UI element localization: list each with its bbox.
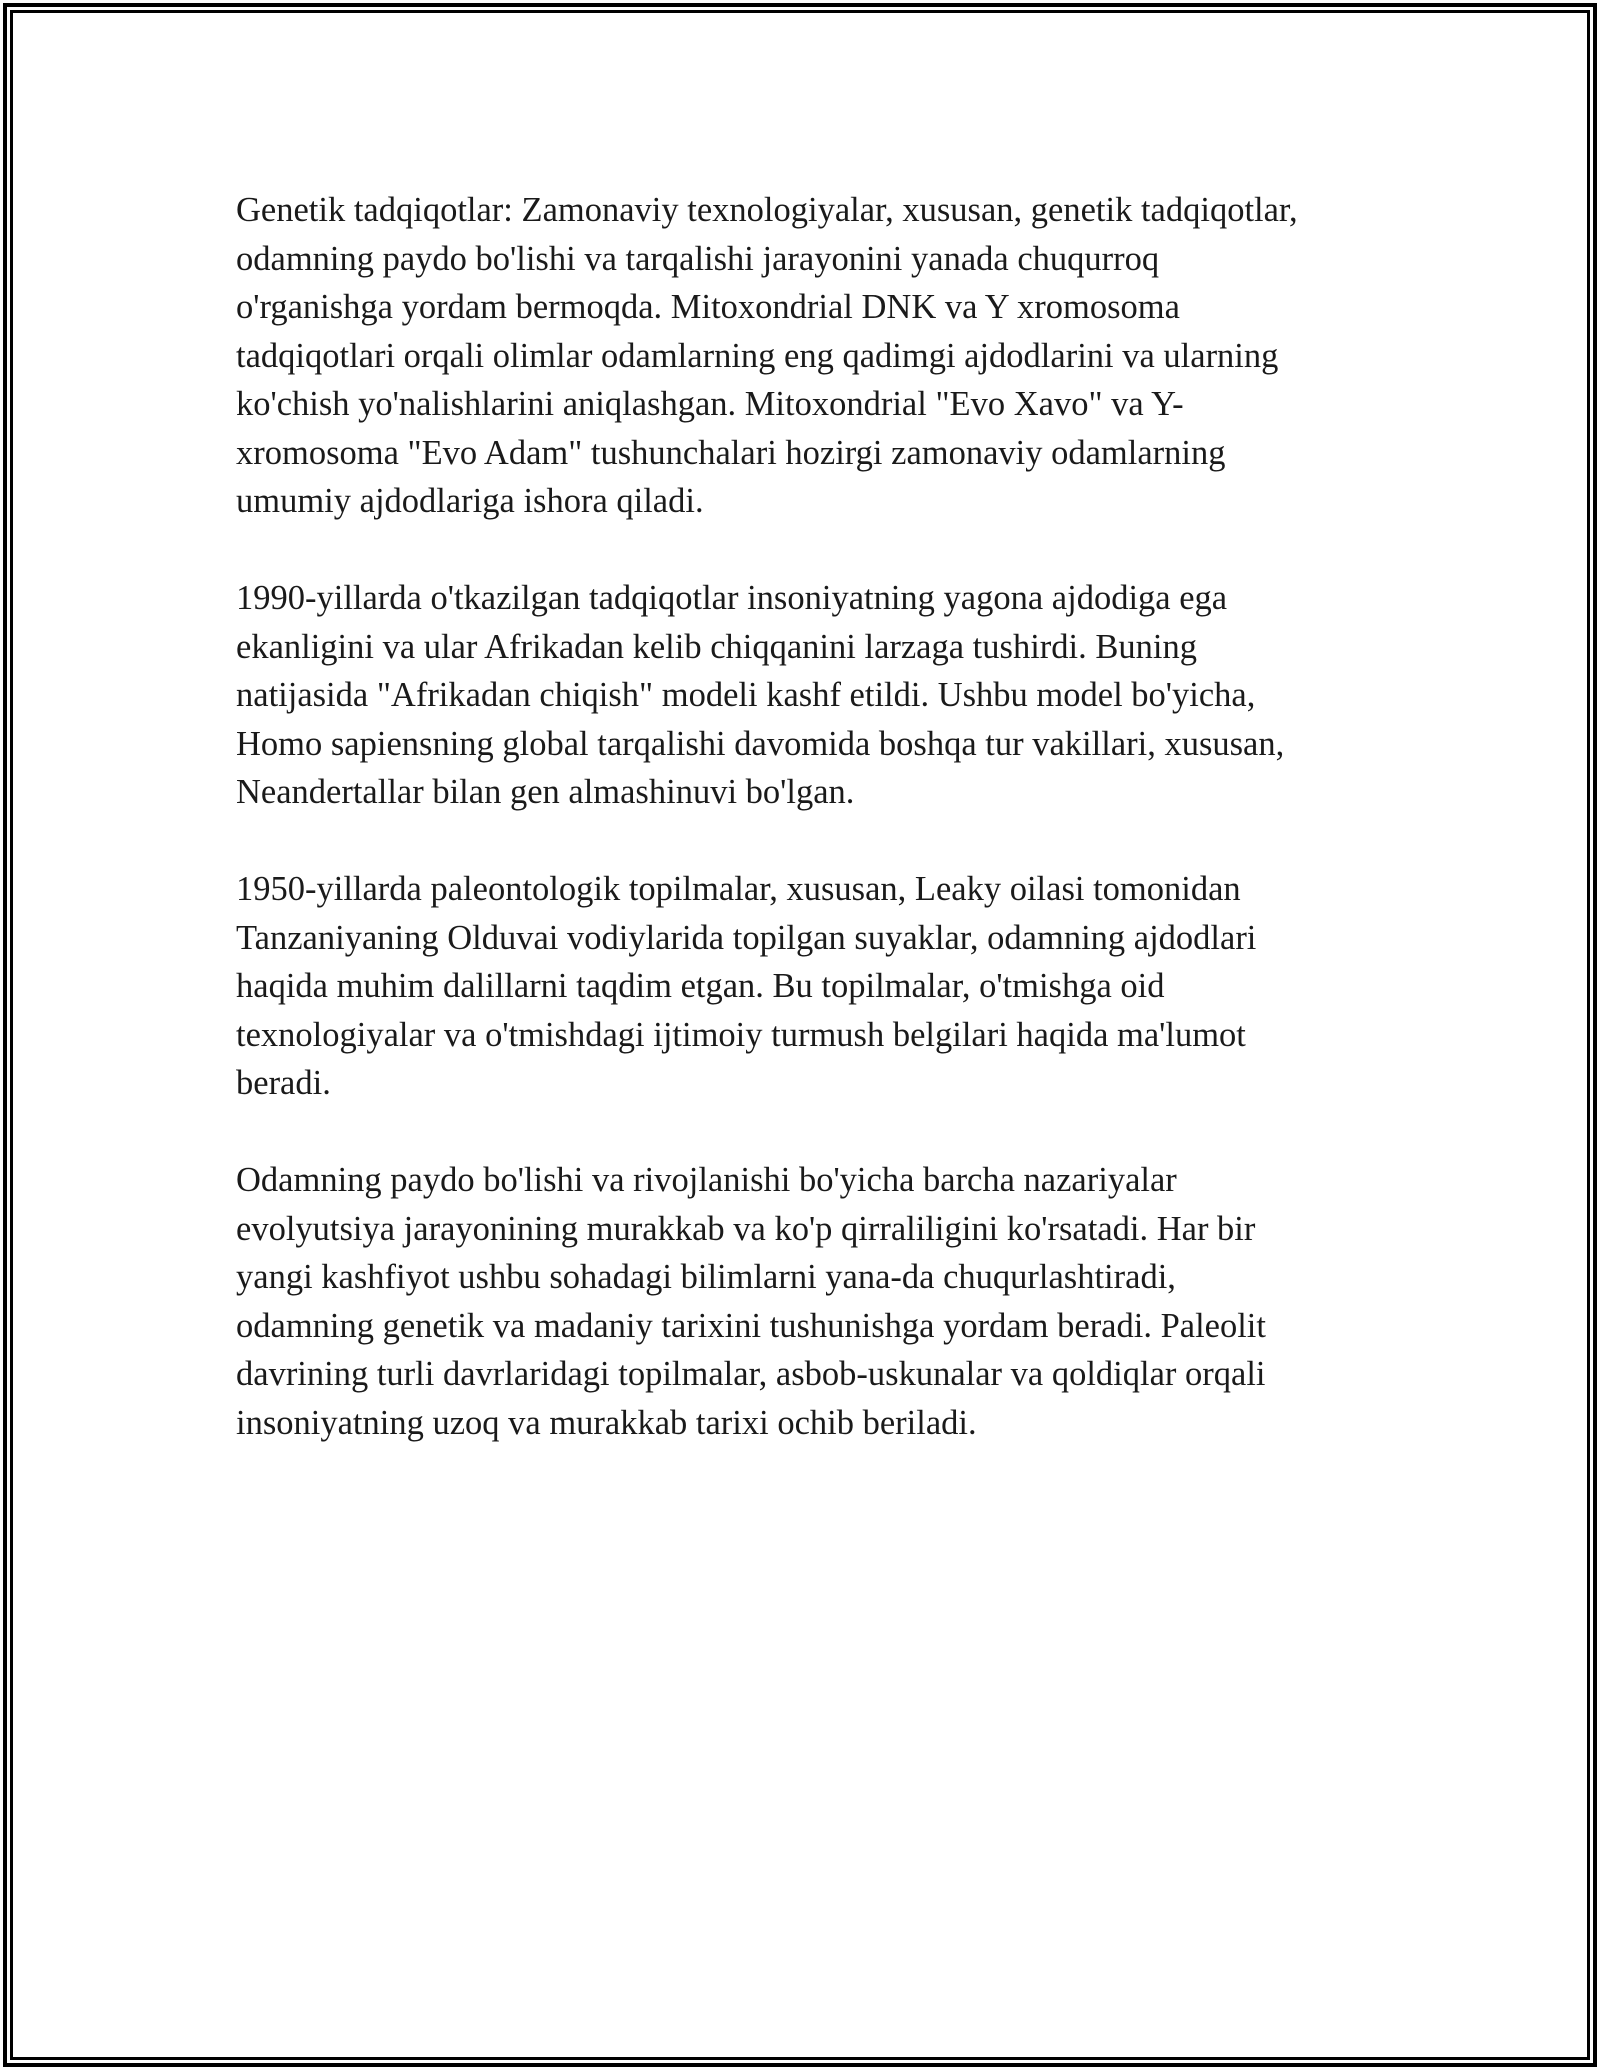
paragraph-genetic-research: Genetik tadqiqotlar: Zamonaviy texnologiyalar, xususan, genetik tadqiqotlar, odamning paydo bo'lishi va tarqalishi jarayonini yanada chuqurroq o'rganishga yordam bermoqda. Mitoxondrial DNK va Y xromosoma tadqiqotlari orqali olimlar odamlarning eng qadimgi ajdodlarini va ularning ko'chish yo'nalishlarini aniqlashgan. Mitoxondrial "Evo Xavo" va Y- xromosoma "Evo Adam" tushunchalari hozirgi zamonaviy odamlarning umumiy ajdodlariga ishora qiladi. <box>236 191 1298 520</box>
document-body <box>236 186 1376 1496</box>
paragraph-1990s-research: 1990-yillarda o'tkazilgan tadqiqotlar insoniyatning yagona ajdodiga ega ekanligini va ular Afrikadan kelib chiqqanini larzaga tushirdi. Buning natijasida "Afrikadan chiqish" modeli kashf etildi. Ushbu model bo'yicha, Homo sapiensning global tarqalishi davomida boshqa tur vakillari, xususan, Neandertallar bilan gen almashinuvi bo'lgan. <box>236 579 1285 811</box>
paragraph-conclusion: Odamning paydo bo'lishi va rivojlanishi bo'yicha barcha nazariyalar evolyutsiya jarayonining murakkab va ko'p qirraliligini ko'rsatadi. Har bir yangi kashfiyot ushbu sohadagi bilimlarni yana-da chuqurlashtiradi, odamning genetik va madaniy tarixini tushunishga yordam beradi. Paleolit davrining turli davrlaridagi topilmalar, asbob-uskunalar va qoldiqlar orqali insoniyatning uzoq va murakkab tarixi ochib beriladi. <box>236 1161 1266 1442</box>
paragraph-1950s-findings: 1950-yillarda paleontologik topilmalar, xususan, Leaky oilasi tomonidan Tanzaniyaning Olduvai vodiylarida topilgan suyaklar, odamning ajdodlari haqida muhim dalillarni taqdim etgan. Bu topilmalar, o'tmishga oid texnologiyalar va o'tmishdagi ijtimoiy turmush belgilari haqida ma'lumot beradi. <box>236 870 1257 1102</box>
